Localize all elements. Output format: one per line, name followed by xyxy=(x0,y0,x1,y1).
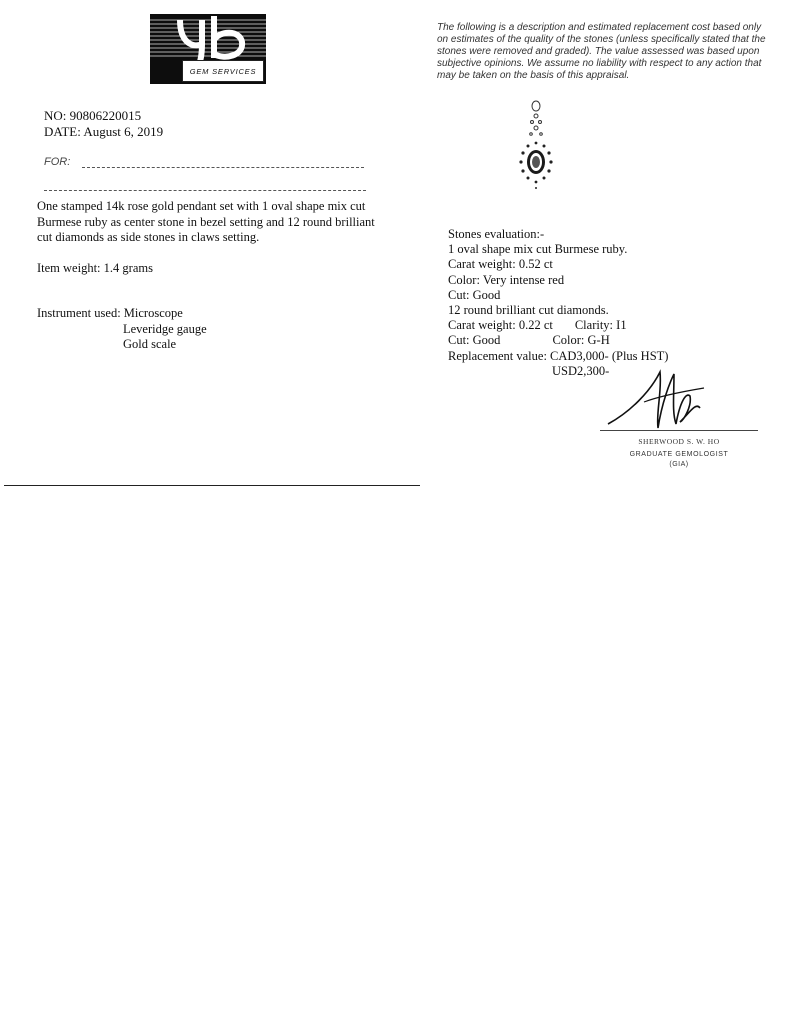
report-header xyxy=(44,108,163,140)
for-field-line xyxy=(82,167,364,168)
signatory-name: SHERWOOD S. W. HO xyxy=(638,437,720,446)
replacement-value: Replacement value: CAD3,000- (Plus HST) xyxy=(448,348,669,363)
company-logo xyxy=(150,14,266,84)
disclaimer: The following is a description and estimated replacement cost based only on estimates of the quality of the stones (unless specifically stated that the stones were removed and graded). The value assessed was based upon subjective opinions. We assume no liability with respect to any action that may be taken on the basis of this appraisal. xyxy=(437,22,766,81)
item-description: One stamped 14k rose gold pendant set with 1 oval shape mix cut Burmese ruby as center stone in bezel setting and 12 round brilliant cut diamonds as side stones in claws setting. xyxy=(37,199,375,244)
item-weight: Item weight: 1.4 grams xyxy=(37,261,153,275)
signature xyxy=(600,362,710,432)
instrument-item: Leveridge gauge xyxy=(123,321,207,336)
diamonds-color: Color: G-H xyxy=(552,333,610,348)
pendant-photo xyxy=(508,98,564,194)
signatory-org: (GIA) xyxy=(669,461,689,468)
signatory-title: GRADUATE GEMOLOGIST xyxy=(629,451,729,458)
ruby-color: Color: Very intense red xyxy=(448,272,565,287)
diamonds-clarity: Clarity: I1 xyxy=(574,318,627,333)
signature-line xyxy=(600,430,758,431)
diamonds-description: 12 round brilliant cut diamonds. xyxy=(448,303,609,318)
for-field-line-2 xyxy=(44,190,366,191)
report-number: NO: 90806220015 xyxy=(44,108,142,123)
instruments-label: Instrument used: xyxy=(37,306,121,320)
stones-evaluation xyxy=(448,227,768,379)
ruby-cut: Cut: Good xyxy=(448,287,501,302)
report-date: DATE: August 6, 2019 xyxy=(44,124,164,139)
diamonds-cut: Cut: Good xyxy=(448,333,501,348)
logo-tagline: GEM SERVICES xyxy=(182,60,264,82)
usd-value: USD2,300- xyxy=(552,363,610,378)
ruby-description: 1 oval shape mix cut Burmese ruby. xyxy=(448,242,628,257)
instrument-item: Gold scale xyxy=(123,337,177,351)
diamonds-carat: Carat weight: 0.22 ct xyxy=(448,318,553,333)
for-label: FOR: xyxy=(44,156,71,168)
instruments-used xyxy=(37,306,207,353)
ruby-carat: Carat weight: 0.52 ct xyxy=(448,257,553,272)
divider xyxy=(4,485,420,486)
instrument-item: Microscope xyxy=(123,306,183,320)
stones-heading: Stones evaluation:- xyxy=(448,227,545,241)
